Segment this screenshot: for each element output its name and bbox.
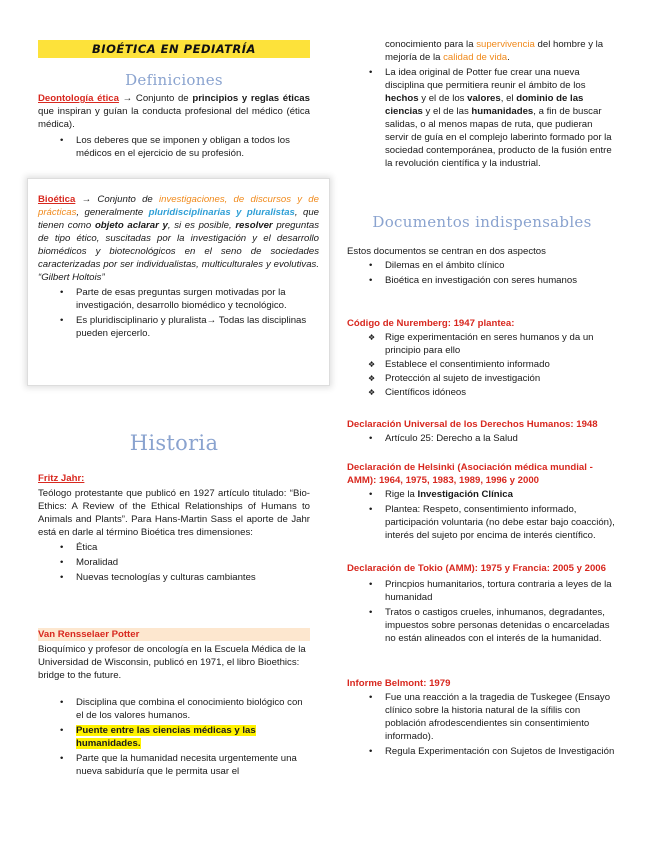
deontologia-bullet: • Los deberes que se imponen y obligan a todos los médicos en el ejercicio de su profesión. [38,134,310,160]
nuremberg-title: Código de Nuremberg: 1947 plantea: [347,318,515,329]
belmont-title: Informe Belmont: 1979 [347,678,451,689]
bioetica-box [27,178,330,386]
helsinki-block [347,461,617,544]
potter-bullet: • Disciplina que combina el conocimiento biológico con el de los valores humanos. [38,696,310,722]
potter-bullet: • La idea original de Potter fue crear una nueva disciplina que permitiera reunir el ámbito de los hechos y el de los valores, el dominio de las ciencias y el de las humanidades, a fin de buscar salidas, o al menos mapas de ruta, que pudieran servir de guía en el complejo laberinto formado por la sociedad contemporánea, producto de la fusión entre la revolución científica y la industrial. [347,66,617,170]
nuremberg-item: ❖ Rige experimentación en seres humanos y da un principio para ello [347,331,617,357]
jahr-name: Fritz Jahr: [38,473,85,484]
bioetica-bullet: • Parte de esas preguntas surgen motivadas por la investigación, desarrollo biomédico y tecnológico. [38,286,319,312]
documentos-intro-text: Estos documentos se centran en dos aspectos [347,246,546,257]
nuremberg-item: ❖ Protección al sujeto de investigación [347,372,617,385]
jahr-block [38,472,310,586]
nuremberg-block [347,317,617,400]
tokio-item: • Princpios humanitarios, tortura contraria a leyes de la humanidad [347,578,617,604]
potter-bullet: • Parte que la humanidad necesita urgentemente una nueva sabiduría que le permita usar el [38,752,310,778]
intro-bullet: • Dilemas en el ámbito clínico [347,259,617,272]
nuremberg-item: ❖ Establece el consentimiento informado [347,358,617,371]
jahr-bullet: • Ética [38,541,310,554]
ddhh-item: • Artículo 25: Derecho a la Salud [347,432,617,445]
potter-name: Van Rensselaer Potter [38,628,310,641]
deontologia-definition: Deontología ética → Conjunto de principios y reglas éticas que inspiran y guían la conducta profesional del médico (ética médica). [38,93,310,130]
nuremberg-item: ❖ Científicos idóneos [347,386,617,399]
bioetica-bullet: • Es pluridisciplinario y pluralista→ Todas las disciplinas pueden ejercerlo. [38,314,319,340]
potter-continuation [347,38,617,172]
definiciones-heading: Definiciones [125,71,223,89]
potter-block [38,628,310,780]
helsinki-title: Declaración de Helsinki (Asociación médica mundial - AMM): 1964, 1975, 1983, 1989, 1996 y 2000 [347,462,593,486]
potter-text: Bioquímico y profesor de oncología en la Escuela Médica de la Universidad de Wisconsin, publicó en 1971, el libro Bioethics: bridge to the future. [38,644,306,681]
tokio-block [347,562,617,647]
belmont-item: • Fue una reacción a la tragedia de Tuskegee (Ensayo clínico sobre la historia natural de la sífilis con población afrodescendientes sin consentimiento informado). [347,691,617,743]
jahr-text: Teólogo protestante que publicó en 1927 artículo titulado: “Bio-Ethics: A Review of the Ethical Relationships of Humans to Animals and Plants”. Para Hans-Martin Sass el aporte de Jahr está en darle al término Bioética tres dimensiones: [38,488,310,538]
helsinki-item: • Plantea: Respeto, consentimiento informado, participación voluntaria (no debe estar bajo coacción), interés del sujeto por encima de interés científico. [347,503,617,542]
tokio-item: • Tratos o castigos crueles, inhumanos, degradantes, impuestos sobre personas detenidas o encarceladas no están alineados con el interés de la humanidad. [347,606,617,645]
documentos-heading: Documentos indispensables [372,213,592,231]
belmont-block [347,677,617,760]
deontologia-term: Deontología ética [38,93,119,104]
deontologia-block [38,92,310,162]
historia-heading: Historia [129,431,219,455]
helsinki-item: • Rige la Investigación Clínica [347,488,617,501]
potter-bullet-cont: conocimiento para la supervivencia del hombre y la mejoría de la calidad de vida. [385,39,604,63]
documentos-intro [347,245,617,289]
page-title: BIOÉTICA EN PEDIATRÍA [38,40,310,58]
jahr-bullet: • Nuevas tecnologías y culturas cambiantes [38,571,310,584]
bioetica-term: Bioética [38,194,76,205]
potter-bullet: • Puente entre las ciencias médicas y las humanidades. [38,724,310,750]
intro-bullet: • Bioética en investigación con seres humanos [347,274,617,287]
belmont-item: • Regula Experimentación con Sujetos de Investigación [347,745,617,758]
jahr-bullet: • Moralidad [38,556,310,569]
ddhh-title: Declaración Universal de los Derechos Humanos: 1948 [347,419,598,430]
tokio-title: Declaración de Tokio (AMM): 1975 y Francia: 2005 y 2006 [347,563,606,574]
ddhh-block [347,418,617,447]
bioetica-definition: Bioética → Conjunto de investigaciones, de discursos y de prácticas, generalmente pluridisciplinarias y pluralistas, que tienen como objeto aclarar y, si es posible, resolver preguntas de tipo ético, suscitadas por la investigación y el desarrollo biomédicos y biotecnológicos en el seno de sociedades caracterizadas por ser individualistas, multiculturales y evolutivas. “Gilbert Holtois” [38,194,319,283]
